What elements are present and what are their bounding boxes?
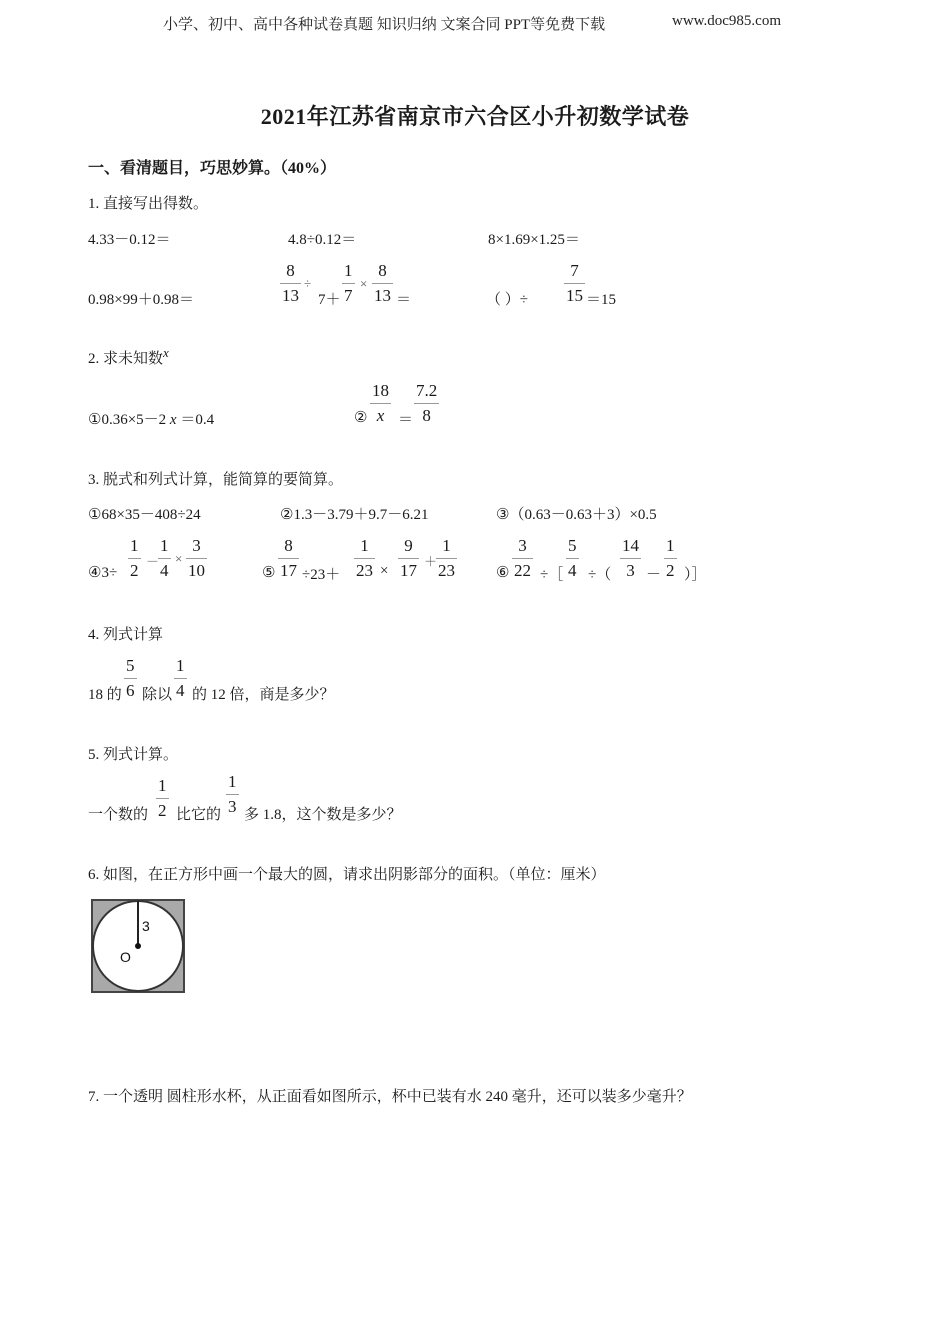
question-5-heading: 5. 列式计算。 xyxy=(88,747,179,763)
fraction: $\frac{5}{6}$ xyxy=(126,656,135,700)
variable-x: x xyxy=(169,412,177,428)
expression-text: 除以 xyxy=(142,687,173,703)
expression-text: ÷［ xyxy=(540,567,564,583)
fraction: $\frac{18}{x}$ xyxy=(372,381,389,425)
expression-text: ＝15 xyxy=(586,292,617,308)
q3-item-c: ③（0.63－0.63＋3）×0.5 xyxy=(496,507,657,523)
q1-item-d: 0.98×99＋0.98＝ xyxy=(88,292,194,308)
variable-x: x xyxy=(163,345,169,360)
question-7-heading: 7. 一个透明 圆柱形水杯，从正面看如图所示，杯中已装有水 240 毫升，还可以装多少毫升？ xyxy=(88,1089,692,1105)
operator: × xyxy=(380,563,389,579)
item-label: ⑤ xyxy=(262,565,276,581)
expression-text: ①0.36×5－2 xyxy=(88,412,167,428)
header-site[interactable]: www.doc985.com xyxy=(672,13,782,29)
operator: － xyxy=(646,567,662,583)
q3-item-a: ①68×35－408÷24 xyxy=(88,507,201,523)
operator: － xyxy=(146,554,160,569)
equals-sign: ＝ xyxy=(398,412,414,428)
section-heading: 一、看清题目，巧思妙算。（40%） xyxy=(88,160,337,177)
radius-label: 3 xyxy=(142,918,150,934)
question-4-heading: 4. 列式计算 xyxy=(88,627,164,643)
fraction: $\frac{1}{23}$ xyxy=(356,536,373,580)
fraction: $\frac{5}{4}$ xyxy=(568,536,577,580)
operator: ＋ xyxy=(424,554,438,569)
fraction: $\frac{3}{10}$ xyxy=(188,536,205,580)
fraction: $\frac{8}{17}$ xyxy=(280,536,297,580)
expression-text: 一个数的 xyxy=(88,807,149,823)
item-label: ② xyxy=(354,410,368,426)
expression-text: 多 1.8，这个数是多少？ xyxy=(244,807,402,823)
expression-text: ÷（ xyxy=(588,567,612,583)
q2-item-a xyxy=(88,408,214,429)
fraction: $\frac{1}{23}$ xyxy=(438,536,455,580)
expression-text: 7＋ xyxy=(318,292,341,308)
fraction: $\frac{8}{13}$ xyxy=(282,261,299,305)
q1-item-c: 8×1.69×1.25＝ xyxy=(488,232,580,248)
fraction: $\frac{9}{17}$ xyxy=(400,536,417,580)
fraction: $\frac{7}{15}$ xyxy=(566,261,583,305)
fraction: $\frac{1}{7}$ xyxy=(344,261,353,305)
operator: × xyxy=(360,276,368,291)
center-label: O xyxy=(120,949,131,965)
equals-sign: ＝ xyxy=(396,292,412,308)
square-circle-figure xyxy=(90,898,186,994)
fraction: $\frac{14}{3}$ xyxy=(622,536,639,580)
question-2-heading xyxy=(88,347,169,368)
fraction: $\frac{8}{13}$ xyxy=(374,261,391,305)
operator: × xyxy=(175,551,183,566)
question-3-heading: 3. 脱式和列式计算，能简算的要简算。 xyxy=(88,472,344,488)
expression-text: 18 的 xyxy=(88,687,122,703)
heading-text: 2. 求未知数 xyxy=(88,351,164,367)
expression-text: ④3÷ xyxy=(88,565,118,581)
fraction: $\frac{1}{4}$ xyxy=(176,656,185,700)
question-1-heading: 1. 直接写出得数。 xyxy=(88,196,209,212)
page-title: 2021年江苏省南京市六合区小升初数学试卷 xyxy=(260,104,690,129)
q1-item-a: 4.33－0.12＝ xyxy=(88,232,171,248)
fraction: $\frac{1}{2}$ xyxy=(158,776,167,820)
fraction: $\frac{3}{22}$ xyxy=(514,536,531,580)
answer-blank[interactable]: （ ）÷ xyxy=(486,292,528,308)
expression-text: 的 12 倍，商是多少？ xyxy=(192,687,335,703)
fraction: $\frac{1}{4}$ xyxy=(160,536,169,580)
fraction: $\frac{1}{3}$ xyxy=(228,772,237,816)
q1-item-b: 4.8÷0.12＝ xyxy=(288,232,357,248)
expression-text: ）］ xyxy=(684,567,707,583)
expression-text: 比它的 xyxy=(176,807,222,823)
fraction: $\frac{7.2}{8}$ xyxy=(416,381,438,425)
q3-item-b: ②1.3－3.79＋9.7－6.21 xyxy=(280,507,429,523)
item-label: ⑥ xyxy=(496,565,510,581)
operator: ÷ xyxy=(304,276,312,291)
fraction: $\frac{1}{2}$ xyxy=(130,536,139,580)
question-6-heading: 6. 如图，在正方形中画一个最大的圆，请求出阴影部分的面积。（单位：厘米） xyxy=(88,867,606,883)
expression-text: ＝0.4 xyxy=(180,412,215,428)
fraction: $\frac{1}{2}$ xyxy=(666,536,675,580)
expression-text: ÷23＋ xyxy=(302,567,341,583)
center-point xyxy=(135,943,141,949)
header-left: 小学、初中、高中各种试卷真题 知识归纳 文案合同 PPT等免费下载 xyxy=(163,17,606,33)
